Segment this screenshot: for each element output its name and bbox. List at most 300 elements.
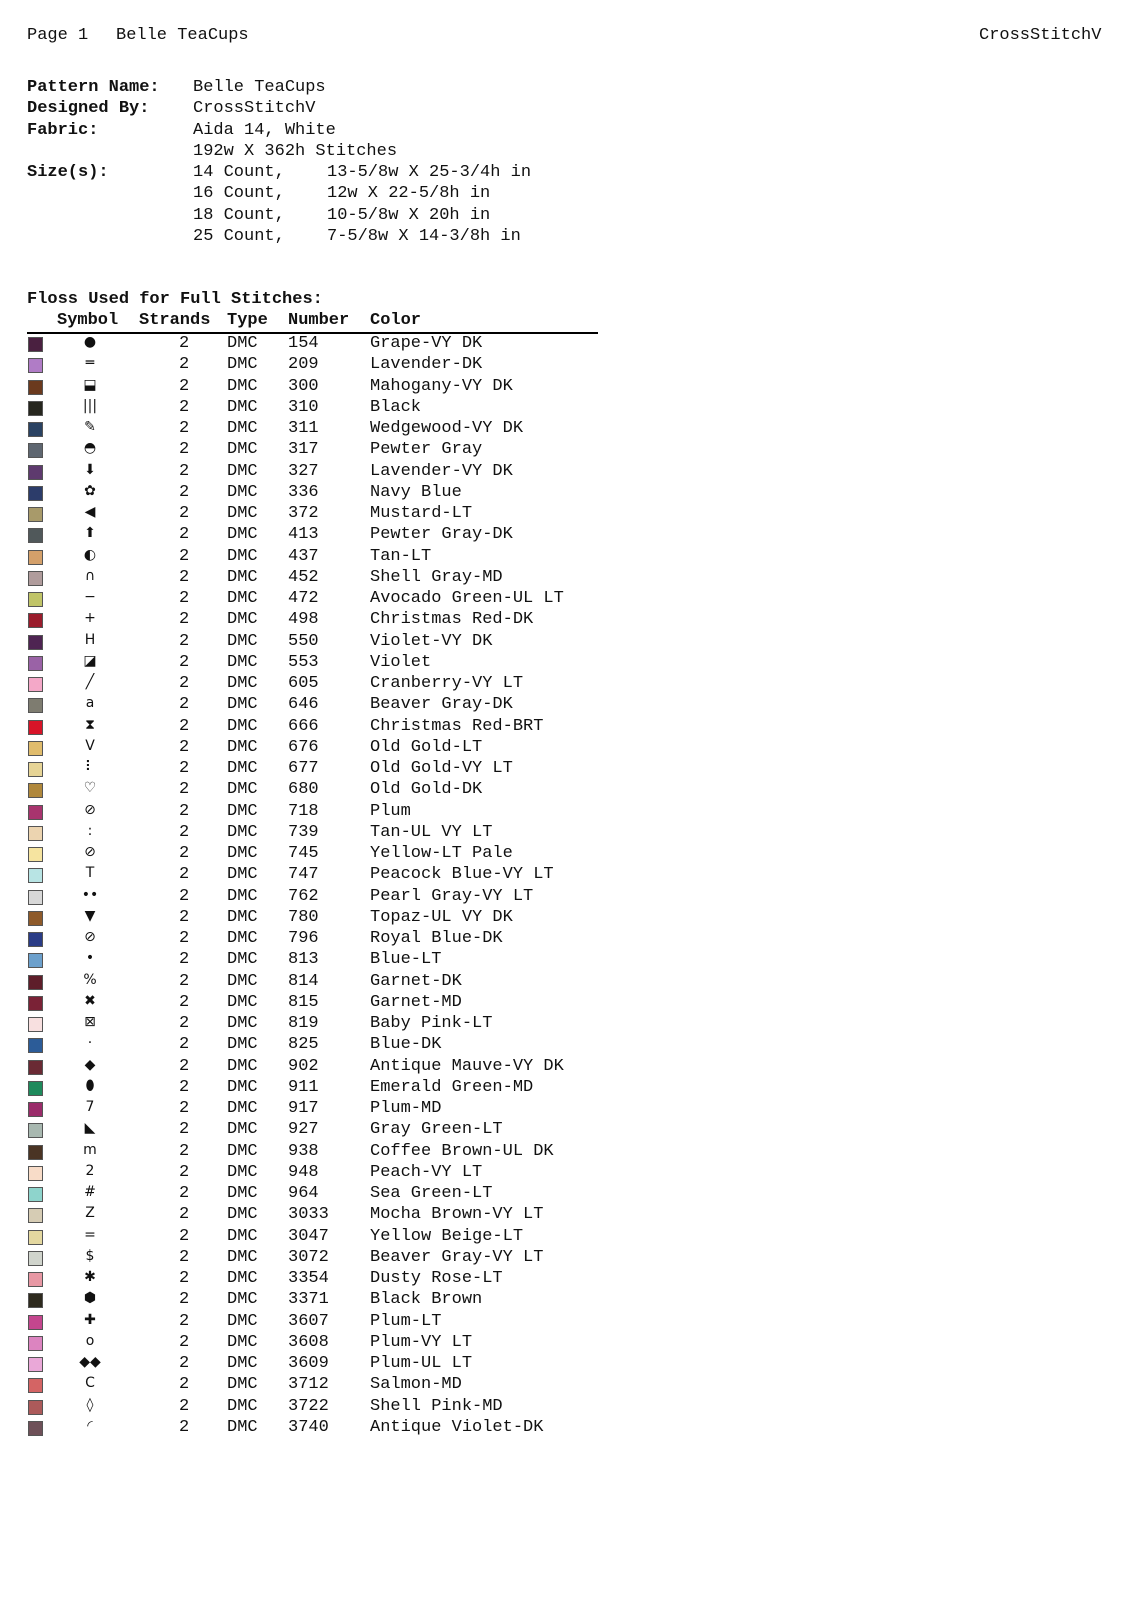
pattern-name-label: Pattern Name: [27, 78, 160, 97]
pattern-name-value: Belle TeaCups [193, 78, 326, 97]
strands-value: 2 [179, 376, 190, 396]
stitch-symbol-icon: 7 [85, 1099, 95, 1115]
table-row [27, 1248, 598, 1269]
color-swatch [28, 1357, 43, 1372]
color-swatch [28, 1017, 43, 1032]
floss-number: 452 [288, 567, 319, 587]
strands-value: 2 [179, 695, 190, 715]
fabric-value: Aida 14, White [193, 120, 336, 140]
type-value: DMC [227, 907, 258, 927]
type-value: DMC [227, 716, 258, 736]
color-name: Antique Violet-DK [370, 1417, 544, 1437]
strands-value: 2 [179, 1417, 190, 1437]
floss-number: 666 [288, 716, 319, 736]
floss-number: 911 [288, 1077, 319, 1097]
color-name: Cranberry-VY LT [370, 674, 524, 693]
color-swatch [28, 1400, 43, 1415]
floss-number: 780 [288, 907, 319, 927]
stitch-symbol-icon: ✖ [84, 992, 96, 1009]
stitch-symbol-icon: ⊘ [84, 801, 96, 818]
type-value: DMC [227, 992, 258, 1012]
stitch-symbol-icon: ⊘ [84, 929, 96, 945]
table-row [27, 674, 598, 695]
type-value: DMC [227, 886, 258, 906]
stitch-symbol-icon: H [84, 631, 96, 648]
strands-value: 2 [179, 1205, 190, 1225]
color-swatch [28, 677, 43, 692]
strands-value: 2 [179, 1247, 190, 1267]
type-value: DMC [227, 1226, 258, 1246]
type-value: DMC [227, 419, 258, 438]
stitch-symbol-icon: ⬮ [85, 1077, 95, 1094]
stitch-symbol-icon: ◊ [86, 1396, 94, 1413]
strands-value: 2 [179, 1120, 190, 1140]
floss-number: 311 [288, 419, 319, 438]
type-value: DMC [227, 1247, 258, 1267]
color-swatch [28, 1187, 43, 1202]
size-count: 18 Count, [193, 205, 285, 225]
type-value: DMC [227, 844, 258, 863]
type-value: DMC [227, 971, 258, 991]
strands-value: 2 [179, 397, 190, 417]
stitch-symbol-icon: ✎ [84, 419, 96, 435]
stitch-symbol-icon: ◆ [84, 1056, 96, 1073]
color-name: Navy Blue [370, 482, 462, 502]
color-name: Mahogany-VY DK [370, 376, 513, 396]
table-row [27, 632, 598, 653]
color-swatch [28, 1038, 43, 1053]
color-name: Tan-LT [370, 546, 432, 566]
stitch-symbol-icon: $ [85, 1247, 95, 1264]
color-name: Beaver Gray-DK [370, 695, 513, 715]
color-swatch [28, 783, 43, 798]
color-name: Black Brown [370, 1290, 483, 1310]
type-value: DMC [227, 1311, 258, 1331]
color-name: Violet-VY DK [370, 631, 493, 651]
stitches-spacer [27, 141, 193, 162]
color-name: Topaz-UL VY DK [370, 907, 513, 927]
strands-value: 2 [179, 567, 190, 587]
color-name: Lavender-DK [370, 355, 483, 375]
stitch-symbol-icon: ⬢ [83, 1290, 97, 1307]
type-value: DMC [227, 822, 258, 842]
color-name: Plum-UL LT [370, 1354, 473, 1373]
table-row [27, 440, 598, 461]
color-name: Garnet-DK [370, 971, 462, 991]
strands-value: 2 [179, 780, 190, 800]
type-value: DMC [227, 1014, 258, 1033]
color-name: Plum-MD [370, 1099, 442, 1118]
stitch-symbol-icon: ╱ [85, 674, 95, 690]
floss-number: 498 [288, 610, 319, 630]
color-name: Beaver Gray-VY LT [370, 1247, 544, 1267]
strands-value: 2 [179, 1141, 190, 1161]
stitch-symbol-icon: · [87, 1035, 93, 1052]
table-row [27, 525, 598, 546]
color-name: Royal Blue-DK [370, 929, 503, 948]
stitch-symbol-icon: ✱ [84, 1269, 96, 1285]
strands-value: 2 [179, 1226, 190, 1246]
table-row [27, 355, 598, 376]
floss-number: 762 [288, 886, 319, 906]
floss-number: 553 [288, 652, 319, 672]
table-row [27, 568, 598, 589]
strands-value: 2 [179, 504, 190, 523]
stitch-symbol-icon: ● [83, 334, 97, 350]
stitch-symbol-icon: a [85, 695, 95, 712]
col-type: Type [227, 311, 268, 330]
color-name: Plum [370, 801, 411, 821]
floss-number: 372 [288, 504, 319, 523]
fabric-label: Fabric: [27, 120, 99, 140]
table-row [27, 1078, 598, 1099]
table-row [27, 802, 598, 823]
color-swatch [28, 720, 43, 735]
size-count: 16 Count, [193, 184, 285, 204]
floss-table [27, 311, 598, 1439]
color-name: Emerald Green-MD [370, 1077, 534, 1097]
color-swatch [28, 443, 43, 458]
floss-number: 3371 [288, 1290, 329, 1310]
color-name: Peacock Blue-VY LT [370, 865, 554, 885]
stitch-symbol-icon: + [84, 610, 96, 627]
floss-number: 747 [288, 865, 319, 885]
strands-value: 2 [179, 737, 190, 757]
table-row [27, 1142, 598, 1163]
color-swatch [28, 656, 43, 671]
strands-value: 2 [179, 950, 190, 970]
stitch-symbol-icon: ⧗ [85, 716, 95, 733]
strands-value: 2 [179, 461, 190, 481]
stitch-symbol-icon: ✚ [84, 1311, 96, 1328]
stitch-symbol-icon: m [83, 1141, 97, 1158]
type-value: DMC [227, 567, 258, 587]
color-swatch [28, 486, 43, 501]
stitch-symbol-icon: − [84, 589, 96, 605]
table-row [27, 1397, 598, 1418]
floss-number: 825 [288, 1035, 319, 1055]
floss-number: 3740 [288, 1417, 329, 1437]
strands-value: 2 [179, 759, 190, 778]
color-swatch [28, 635, 43, 650]
designed-by-value: CrossStitchV [193, 99, 316, 119]
sizes-label: Size(s): [27, 163, 109, 183]
color-swatch [28, 1230, 43, 1245]
header-designer: CrossStitchV [979, 26, 1102, 45]
color-swatch [28, 465, 43, 480]
table-row [27, 1227, 598, 1248]
stitch-symbol-icon: ◪ [83, 652, 97, 669]
type-value: DMC [227, 376, 258, 396]
type-value: DMC [227, 950, 258, 970]
color-swatch [28, 1272, 43, 1287]
strands-value: 2 [179, 801, 190, 821]
type-value: DMC [227, 1099, 258, 1118]
color-name: Shell Gray-MD [370, 567, 503, 587]
floss-number: 413 [288, 525, 319, 545]
type-value: DMC [227, 801, 258, 821]
floss-number: 948 [288, 1162, 319, 1182]
table-row [27, 844, 598, 865]
color-swatch [28, 1145, 43, 1160]
stitch-symbol-icon: ✿ [84, 482, 96, 499]
type-value: DMC [227, 780, 258, 800]
type-value: DMC [227, 1375, 258, 1395]
stitch-symbol-icon: ⬓ [83, 376, 97, 393]
color-name: Blue-DK [370, 1035, 442, 1055]
table-row [27, 419, 598, 440]
strands-value: 2 [179, 907, 190, 927]
type-value: DMC [227, 631, 258, 651]
strands-value: 2 [179, 1162, 190, 1182]
type-value: DMC [227, 1396, 258, 1416]
color-swatch [28, 975, 43, 990]
type-value: DMC [227, 652, 258, 672]
table-row [27, 1290, 598, 1311]
color-name: Old Gold-VY LT [370, 759, 513, 778]
floss-number: 154 [288, 334, 319, 353]
strands-value: 2 [179, 482, 190, 502]
type-value: DMC [227, 1332, 258, 1352]
stitch-count-value: 192w X 362h Stitches [193, 141, 398, 161]
table-row [27, 504, 598, 525]
table-row [27, 547, 598, 568]
floss-number: 646 [288, 695, 319, 715]
floss-number: 814 [288, 971, 319, 991]
type-value: DMC [227, 1290, 258, 1310]
color-name: Yellow-LT Pale [370, 844, 513, 863]
strands-value: 2 [179, 674, 190, 693]
header-pattern-title: Belle TeaCups [116, 26, 249, 45]
color-name: Pewter Gray [370, 440, 483, 460]
strands-value: 2 [179, 1014, 190, 1033]
stitch-symbol-icon: • [85, 950, 95, 967]
table-row [27, 865, 598, 886]
color-swatch [28, 571, 43, 586]
col-strands: Strands [139, 311, 211, 330]
strands-value: 2 [179, 716, 190, 736]
color-name: Gray Green-LT [370, 1120, 503, 1140]
color-swatch [28, 1166, 43, 1181]
type-value: DMC [227, 440, 258, 460]
color-swatch [28, 380, 43, 395]
stitch-symbol-icon: ⬇ [84, 461, 96, 478]
table-row [27, 929, 598, 950]
color-swatch [28, 805, 43, 820]
designed-by-label: Designed By: [27, 99, 150, 119]
table-row [27, 780, 598, 801]
color-name: Christmas Red-DK [370, 610, 534, 630]
color-swatch [28, 996, 43, 1011]
strands-value: 2 [179, 1035, 190, 1055]
table-row [27, 334, 598, 355]
table-row [27, 823, 598, 844]
floss-number: 336 [288, 482, 319, 502]
floss-number: 3608 [288, 1332, 329, 1352]
table-row [27, 887, 598, 908]
color-swatch [28, 422, 43, 437]
stitch-symbol-icon: V [85, 737, 95, 754]
color-swatch [28, 507, 43, 522]
color-swatch [28, 528, 43, 543]
color-swatch [28, 1336, 43, 1351]
stitch-symbol-icon: ⊠ [84, 1014, 96, 1030]
size-dims: 13-5/8w X 25-3/4h in [327, 163, 532, 183]
stitch-symbol-icon: •• [81, 886, 99, 903]
floss-number: 3033 [288, 1205, 329, 1225]
strands-value: 2 [179, 355, 190, 375]
floss-number: 796 [288, 929, 319, 948]
type-value: DMC [227, 1417, 258, 1437]
floss-number: 3072 [288, 1247, 329, 1267]
strands-value: 2 [179, 1354, 190, 1373]
floss-number: 739 [288, 822, 319, 842]
strands-value: 2 [179, 1396, 190, 1416]
color-name: Antique Mauve-VY DK [370, 1056, 564, 1076]
color-swatch [28, 401, 43, 416]
strands-value: 2 [179, 440, 190, 460]
strands-value: 2 [179, 419, 190, 438]
table-row [27, 1099, 598, 1120]
strands-value: 2 [179, 992, 190, 1012]
size-count: 14 Count, [193, 163, 285, 183]
color-swatch [28, 953, 43, 968]
floss-heading: Floss Used for Full Stitches: [27, 290, 323, 309]
strands-value: 2 [179, 865, 190, 885]
floss-number: 300 [288, 376, 319, 396]
table-row [27, 1333, 598, 1354]
table-row [27, 483, 598, 504]
type-value: DMC [227, 1354, 258, 1373]
color-name: Christmas Red-BRT [370, 716, 544, 736]
color-name: Sea Green-LT [370, 1184, 493, 1203]
floss-number: 3047 [288, 1226, 329, 1246]
color-swatch [28, 698, 43, 713]
color-swatch [28, 1102, 43, 1117]
stitch-symbol-icon: ⠇ [84, 759, 96, 775]
table-row [27, 589, 598, 610]
floss-number: 327 [288, 461, 319, 481]
type-value: DMC [227, 1162, 258, 1182]
color-swatch [28, 847, 43, 862]
table-row [27, 610, 598, 631]
pattern-info [27, 77, 531, 247]
table-row [27, 1418, 598, 1439]
type-value: DMC [227, 504, 258, 523]
color-swatch [28, 890, 43, 905]
color-name: Shell Pink-MD [370, 1396, 503, 1416]
table-row [27, 1120, 598, 1141]
color-name: Blue-LT [370, 950, 442, 970]
strands-value: 2 [179, 334, 190, 353]
type-value: DMC [227, 546, 258, 566]
floss-number: 680 [288, 780, 319, 800]
floss-number: 3722 [288, 1396, 329, 1416]
stitch-symbol-icon: ◣ [84, 1120, 96, 1137]
floss-number: 472 [288, 589, 319, 608]
color-name: Old Gold-DK [370, 780, 483, 800]
color-name: Mustard-LT [370, 504, 473, 523]
stitch-symbol-icon: ◆◆ [79, 1354, 101, 1370]
stitch-symbol-icon: ⬆ [84, 525, 96, 542]
type-value: DMC [227, 1141, 258, 1161]
color-name: Salmon-MD [370, 1375, 462, 1395]
stitch-symbol-icon: ⊘ [84, 844, 96, 860]
floss-number: 209 [288, 355, 319, 375]
table-row [27, 398, 598, 419]
table-row [27, 1035, 598, 1056]
stitch-symbol-icon: ═ [85, 355, 95, 372]
stitch-symbol-icon: # [84, 1184, 96, 1200]
strands-value: 2 [179, 1332, 190, 1352]
type-value: DMC [227, 610, 258, 630]
stitch-symbol-icon: 2 [85, 1162, 95, 1179]
color-name: Grape-VY DK [370, 334, 483, 353]
col-color: Color [370, 311, 422, 330]
type-value: DMC [227, 1056, 258, 1076]
page-number: Page 1 [27, 26, 89, 45]
size-count: 25 Count, [193, 227, 285, 247]
table-row [27, 1205, 598, 1226]
color-swatch [28, 932, 43, 947]
stitch-symbol-icon: ♡ [83, 780, 97, 797]
type-value: DMC [227, 929, 258, 948]
color-name: Old Gold-LT [370, 737, 483, 757]
table-row [27, 1354, 598, 1375]
color-swatch [28, 1315, 43, 1330]
color-swatch [28, 1378, 43, 1393]
type-value: DMC [227, 695, 258, 715]
strands-value: 2 [179, 525, 190, 545]
strands-value: 2 [179, 1077, 190, 1097]
stitch-symbol-icon: ◜ [87, 1417, 93, 1434]
floss-table-body [27, 334, 598, 1439]
color-name: Plum-LT [370, 1311, 442, 1331]
color-name: Coffee Brown-UL DK [370, 1141, 554, 1161]
type-value: DMC [227, 1120, 258, 1140]
strands-value: 2 [179, 1099, 190, 1118]
color-name: Tan-UL VY LT [370, 822, 493, 842]
size-dims: 10-5/8w X 20h in [327, 205, 491, 225]
table-row [27, 1014, 598, 1035]
type-value: DMC [227, 1269, 258, 1288]
floss-number: 927 [288, 1120, 319, 1140]
floss-number: 676 [288, 737, 319, 757]
type-value: DMC [227, 397, 258, 417]
color-name: Garnet-MD [370, 992, 462, 1012]
color-swatch [28, 1421, 43, 1436]
floss-number: 3609 [288, 1354, 329, 1373]
table-row [27, 908, 598, 929]
floss-number: 605 [288, 674, 319, 693]
table-row [27, 759, 598, 780]
type-value: DMC [227, 482, 258, 502]
color-swatch [28, 358, 43, 373]
color-name: Dusty Rose-LT [370, 1269, 503, 1288]
floss-number: 917 [288, 1099, 319, 1118]
type-value: DMC [227, 674, 258, 693]
type-value: DMC [227, 1077, 258, 1097]
color-swatch [28, 1081, 43, 1096]
table-row [27, 377, 598, 398]
color-swatch [28, 1251, 43, 1266]
floss-number: 813 [288, 950, 319, 970]
floss-number: 718 [288, 801, 319, 821]
floss-number: 964 [288, 1184, 319, 1203]
color-swatch [28, 1060, 43, 1075]
strands-value: 2 [179, 546, 190, 566]
color-swatch [28, 826, 43, 841]
